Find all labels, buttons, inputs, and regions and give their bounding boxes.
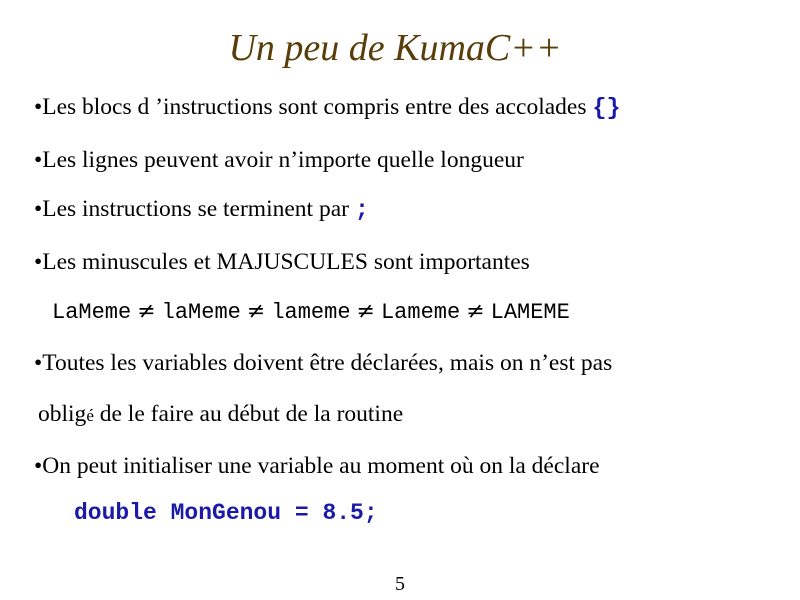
case-term: laMeme — [161, 300, 241, 325]
continuation-text-end: de le faire au début de la routine — [93, 401, 404, 427]
case-term: lameme — [271, 300, 351, 325]
page-number: 5 — [395, 573, 405, 595]
case-term: LAMEME — [490, 300, 570, 325]
bullet-case — [34, 247, 530, 277]
bullet-declaration-text: •Toutes les variables doivent être déclarées, mais on n’est pas — [34, 350, 613, 376]
bullet-line-length-text: •Les lignes peuvent avoir n’importe quelle longueur — [34, 147, 524, 173]
bullet-braces-text: •Les blocs d ’instructions sont compris entre des accolades — [34, 94, 593, 120]
continuation-text-start: oblig — [38, 401, 87, 427]
continuation-text-small: é — [86, 406, 94, 425]
bullet-initialize — [34, 451, 600, 481]
bullet-semicolon-text: •Les instructions se terminent par — [34, 196, 355, 222]
slide-title: Un peu de KumaC++ — [228, 27, 562, 69]
case-example — [52, 296, 570, 328]
bullet-braces — [34, 92, 621, 124]
case-term: Lameme — [380, 300, 461, 325]
bullet-case-text: •Les minuscules et MAJUSCULES sont importantes — [34, 249, 530, 275]
bullet-declaration-continued — [38, 399, 403, 431]
bullet-declaration — [34, 348, 612, 378]
not-equal-sign: ≠ — [246, 299, 266, 324]
not-equal-sign: ≠ — [466, 299, 485, 324]
bullet-semicolon — [34, 194, 369, 226]
braces-code: {} — [592, 95, 621, 122]
bullet-initialize-text: •On peut initialiser une variable au moment où on la déclare — [34, 453, 600, 479]
case-term: LaMeme — [52, 300, 132, 325]
bullet-line-length — [34, 145, 524, 175]
init-code-example: double MonGenou = 8.5; — [74, 500, 378, 526]
not-equal-sign: ≠ — [356, 299, 375, 324]
not-equal-sign: ≠ — [137, 299, 156, 324]
semicolon-code: ; — [354, 197, 369, 224]
